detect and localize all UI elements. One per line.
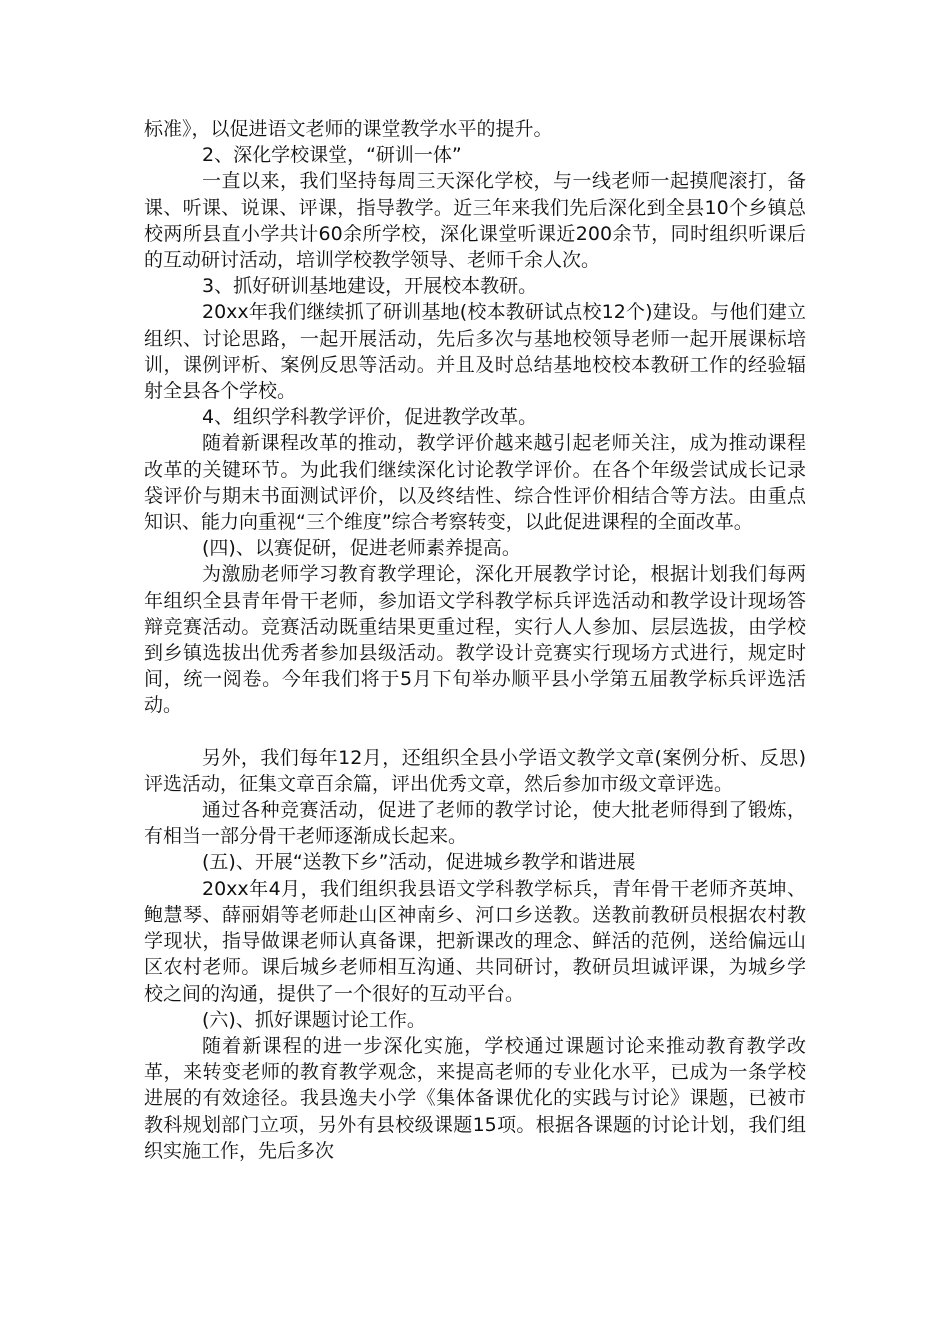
paragraph: 20xx年我们继续抓了研训基地(校本教研试点校12个)建设。与他们建立组织、讨论思路，一起开展活动，先后多次与基地校领导老师一起开展课标培训，课例评析、案例反思等活动。并且及时总结基地校校本教研工作的经验辐射全县各个学校。: [144, 301, 806, 403]
paragraph: 为激励老师学习教育教学理论，深化开展教学讨论，根据计划我们每两年组织全县青年骨干老师，参加语文学科教学标兵评选活动和教学设计现场答辩竞赛活动。竞赛活动既重结果更重过程，实行人人参加、层层选拔，由学校到乡镇选拔出优秀者参加县级活动。教学设计竞赛实行现场方式进行，规定时间，统一阅卷。今年我们将于5月下旬举办顺平县小学第五届教学标兵评选活动。: [144, 563, 806, 717]
section-heading: (六)、抓好课题讨论工作。: [202, 1008, 426, 1031]
paragraph: 随着新课程改革的推动，教学评价越来越引起老师关注，成为推动课程改革的关键环节。为此我们继续深化讨论教学评价。在各个年级尝试成长记录袋评价与期末书面测试评价，以及终结性、综合性评价相结合等方法。由重点知识、能力向重视“三个维度”综合考察转变，以此促进课程的全面改革。: [144, 432, 806, 534]
paragraph: 一直以来，我们坚持每周三天深化学校，与一线老师一起摸爬滚打，备课、听课、说课、评课，指导教学。近三年来我们先后深化到全县10个乡镇总校两所县直小学共计60余所学校，深化课堂听课近200余节，同时组织听课后的互动研讨活动，培训学校教学领导、老师千余人次。: [144, 170, 806, 272]
section-heading: (四)、以赛促研，促进老师素养提高。: [202, 537, 521, 560]
paragraph: 通过各种竞赛活动，促进了老师的教学讨论，使大批老师得到了锻炼，有相当一部分骨干老师逐渐成长起来。: [144, 799, 806, 848]
document-body: [144, 116, 806, 1164]
paragraph: 随着新课程的进一步深化实施，学校通过课题讨论来推动教育教学改革，来转变老师的教育教学观念，来提高老师的专业化水平，已成为一条学校进展的有效途径。我县逸夫小学《集体备课优化的实践与讨论》课题，已被市教科规划部门立项，另外有县校级课题15项。根据各课题的讨论计划，我们组织实施工作，先后多次: [144, 1034, 806, 1162]
section-heading: 4、组织学科教学评价，促进教学改革。: [202, 406, 538, 429]
section-heading: (五)、开展“送教下乡”活动，促进城乡教学和谐进展: [202, 851, 636, 874]
paragraph: 另外，我们每年12月，还组织全县小学语文教学文章(案例分析、反思)评选活动，征集文章百余篇，评出优秀文章，然后参加市级文章评选。: [144, 746, 806, 795]
paragraph: 标准》，以促进语文老师的课堂教学水平的提升。: [144, 118, 553, 140]
section-heading: 3、抓好研训基地建设，开展校本教研。: [202, 275, 538, 298]
section-heading: 2、深化学校课堂，“研训一体”: [202, 144, 462, 167]
blank-line: [144, 719, 806, 745]
paragraph: 20xx年4月，我们组织我县语文学科教学标兵，青年骨干老师齐英坤、鲍慧琴、薛丽娟等老师赴山区神南乡、河口乡送教。送教前教研员根据农村教学现状，指导做课老师认真备课，把新课改的理念、鲜活的范例，送给偏远山区农村老师。课后城乡老师相互沟通、共同研讨，教研员坦诚评课，为城乡学校之间的沟通，提供了一个很好的互动平台。: [144, 877, 806, 1005]
